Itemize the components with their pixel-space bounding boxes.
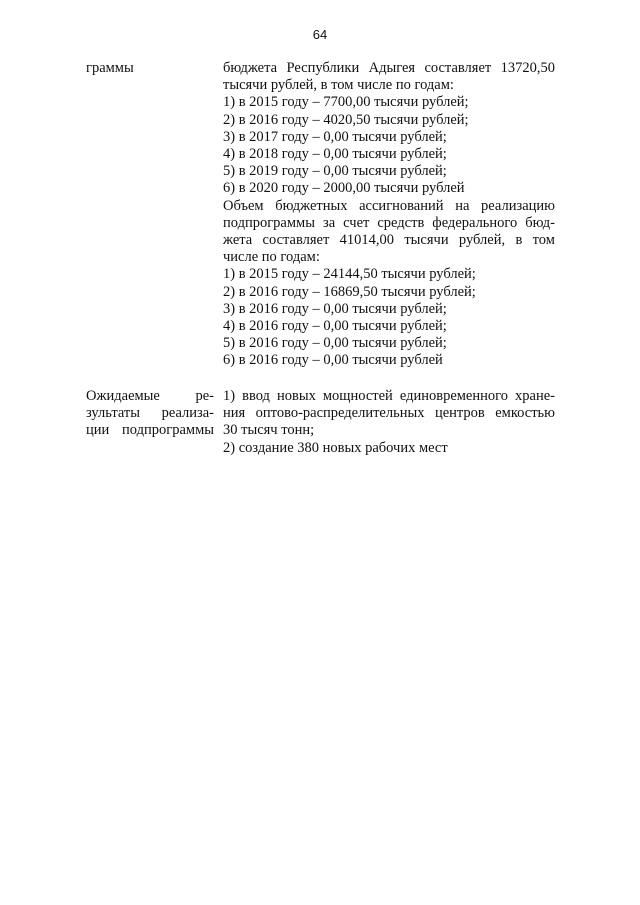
text-line: тысячи рублей, в том числе по годам: [223, 77, 454, 94]
word: ассигнований [359, 197, 444, 214]
word: бюджета [223, 60, 278, 76]
text-line: 1) в 2015 году – 24144,50 тысячи рублей; [223, 266, 476, 283]
section2-label [86, 388, 214, 440]
word: ввод [242, 388, 270, 404]
word: ции [86, 422, 110, 439]
word: емкостью [495, 405, 555, 422]
word: тысячи [404, 232, 449, 249]
section1-label [86, 60, 214, 77]
word: 41014,00 [339, 232, 395, 249]
word: в [515, 232, 523, 249]
text-line: 6) в 2020 году – 2000,00 тысячи рублей [223, 180, 465, 197]
word: мощностей [322, 388, 393, 404]
word: реализа- [161, 405, 214, 422]
text-line: 2) в 2016 году – 16869,50 тысячи рублей; [223, 283, 476, 300]
word: том [532, 232, 555, 249]
text-line [223, 388, 555, 405]
text-line: 6) в 2016 году – 0,00 тысячи рублей [223, 352, 443, 369]
text-line: 5) в 2016 году – 0,00 тысячи рублей; [223, 335, 447, 352]
text-line: 2) в 2016 году – 4020,50 тысячи рублей; [223, 111, 469, 128]
text-line: числе по годам: [223, 249, 320, 266]
text-line [223, 215, 555, 232]
word: подпрограммы [122, 422, 214, 439]
word: Ожидаемые [86, 388, 160, 404]
label-line: граммы [86, 60, 134, 76]
text-line [223, 405, 555, 422]
word: на [455, 197, 470, 214]
text-line: 3) в 2016 году – 0,00 тысячи рублей; [223, 300, 447, 317]
word: ния [223, 405, 246, 422]
label-line [86, 422, 214, 439]
text-line: 30 тысяч тонн; [223, 422, 315, 439]
label-line [86, 388, 214, 405]
word: единовременного [399, 388, 508, 404]
word: подпрограммы [223, 214, 315, 231]
word: 1) [223, 388, 236, 404]
word: жета [223, 232, 253, 249]
text-line [223, 60, 555, 77]
word: хране- [515, 388, 555, 404]
text-line [223, 198, 555, 215]
label-line [86, 405, 214, 422]
text-line: 4) в 2018 году – 0,00 тысячи рублей; [223, 146, 447, 163]
word: счет [343, 214, 370, 231]
word: оптово-распределительных [255, 405, 425, 422]
text-line: 3) в 2017 году – 0,00 тысячи рублей; [223, 128, 447, 145]
word: центров [434, 405, 485, 422]
text-line: 5) в 2019 году – 0,00 тысячи рублей; [223, 163, 447, 180]
word: 13720,50 [500, 60, 555, 76]
word: бюд- [525, 214, 555, 231]
text-line: 2) создание 380 новых рабочих мест [223, 439, 448, 456]
word: бюджетных [275, 197, 348, 214]
section1-text [223, 60, 555, 370]
word: зультаты [86, 405, 140, 422]
text-line [223, 232, 555, 249]
word: реализацию [481, 197, 555, 214]
word: рублей, [458, 232, 506, 249]
word: новых [276, 388, 316, 404]
word: Объем [223, 197, 264, 214]
text-line: 1) в 2015 году – 7700,00 тысячи рублей; [223, 94, 469, 111]
word: составляет [424, 60, 492, 76]
text-line: 4) в 2016 году – 0,00 тысячи рублей; [223, 318, 447, 335]
word: федерального [432, 214, 518, 231]
section2-text [223, 388, 555, 457]
word: Республики [286, 60, 360, 76]
word: за [322, 214, 336, 231]
word: составляет [262, 232, 330, 249]
word: Адыгея [368, 60, 416, 76]
word: ре- [195, 388, 214, 404]
word: средств [377, 214, 425, 231]
page-number: 64 [312, 27, 328, 42]
